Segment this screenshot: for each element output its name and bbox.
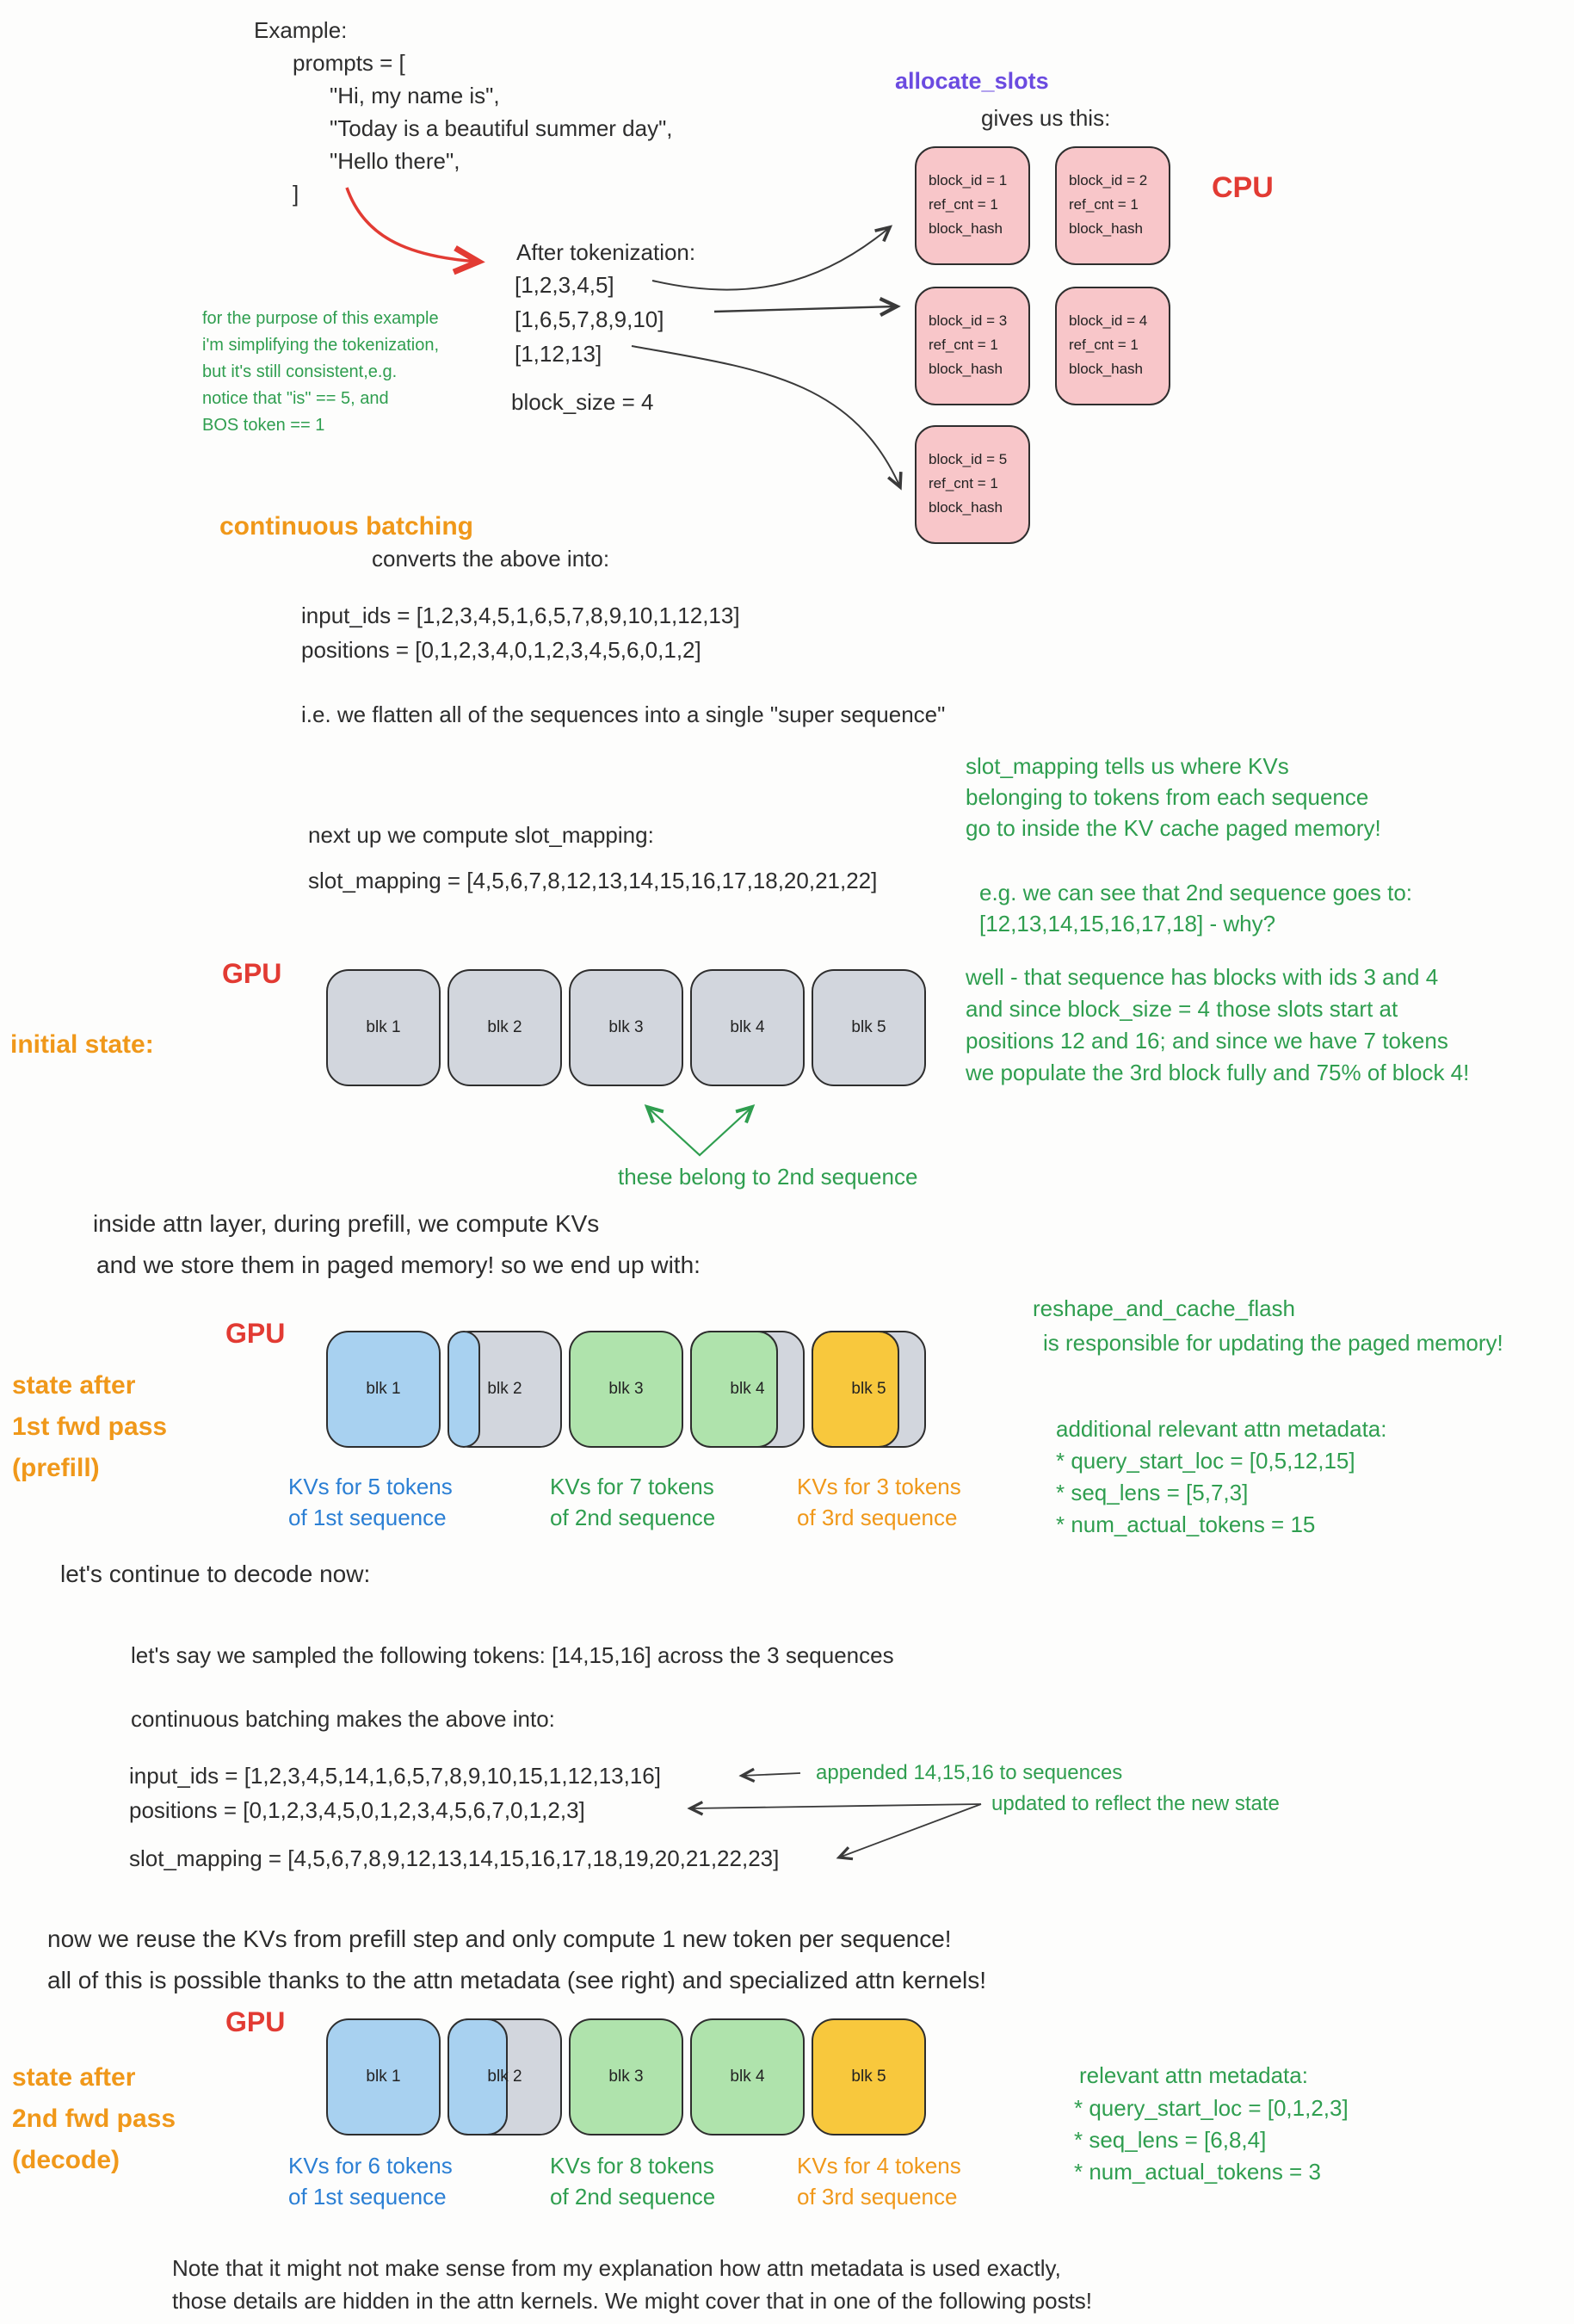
slot-mapping-value: slot_mapping = [4,5,6,7,8,12,13,14,15,16,17,18,20,21,22] (308, 868, 878, 893)
cpu-block-4 (1055, 287, 1170, 405)
gpu-row-prefill (326, 1331, 926, 1448)
prompt-1: "Hi, my name is", (330, 83, 500, 108)
input-ids-prefill: input_ids = [1,2,3,4,5,1,6,5,7,8,9,10,1,12,13] (301, 603, 740, 628)
cpu-block-id: block_id = 3 (929, 312, 1008, 329)
why-line-1: well - that sequence has blocks with ids 3 and 4 (966, 964, 1439, 990)
arrow-v-2nd-sequence (647, 1107, 752, 1155)
prefill-legend-1b: of 1st sequence (288, 1505, 447, 1530)
positions-prefill: positions = [0,1,2,3,4,0,1,2,3,4,5,6,0,1,2] (301, 637, 701, 663)
sampled-tokens: let's say we sampled the following tokens: [14,15,16] across the 3 sequences (131, 1642, 894, 1668)
cpu-block-hash: block_hash (929, 361, 1003, 377)
side-note-line: for the purpose of this example (202, 309, 439, 328)
slot-mapping-tells-1: slot_mapping tells us where KVs (966, 753, 1289, 779)
cpu-block-id: block_id = 2 (1069, 172, 1148, 189)
callout-2nd-sequence: these belong to 2nd sequence (618, 1164, 918, 1190)
prefill-label-2: 1st fwd pass (12, 1412, 168, 1441)
gpu-block-4: blk 4 (690, 2018, 805, 2135)
gpu-block-3: blk 3 (569, 2018, 683, 2135)
reshape-fn: reshape_and_cache_flash (1033, 1295, 1296, 1321)
initial-state-label: initial state: (10, 1030, 154, 1059)
slot-mapping-decode: slot_mapping = [4,5,6,7,8,9,12,13,14,15,16,17,18,19,20,21,22,23] (129, 1845, 780, 1871)
gpu-block-5: blk 5 (812, 969, 926, 1086)
prefill-label-1: state after (12, 1371, 136, 1400)
gpu-block-3: blk 3 (569, 969, 683, 1086)
arrow-prompts-to-tokens (347, 188, 478, 262)
prefill-meta-1: * query_start_loc = [0,5,12,15] (1056, 1448, 1355, 1474)
gpu-block-5: blk 5 (812, 1331, 926, 1448)
cpu-block-1 (915, 146, 1030, 265)
side-note-line: notice that "is" == 5, and (202, 389, 389, 408)
slot-mapping-tells-2: belonging to tokens from each sequence (966, 784, 1369, 810)
decode-title: let's continue to decode now: (60, 1561, 371, 1587)
cpu-block-refcnt: ref_cnt = 1 (1069, 196, 1139, 213)
gives-us-this: gives us this: (981, 105, 1111, 131)
token-seq-1: [1,2,3,4,5] (515, 272, 614, 298)
reuse-line-1: now we reuse the KVs from prefill step and only compute 1 new token per sequence! (47, 1925, 952, 1952)
gpu-block-5: blk 5 (812, 2018, 926, 2135)
prefill-legend-2b: of 2nd sequence (550, 1505, 716, 1530)
cpu-block-refcnt: ref_cnt = 1 (929, 475, 998, 491)
side-note-line: i'm simplifying the tokenization, (202, 336, 440, 355)
gpu-block-4: blk 4 (690, 1331, 805, 1448)
token-seq-2: [1,6,5,7,8,9,10] (515, 306, 664, 332)
example-title: Example: (254, 17, 348, 43)
decode-meta-2: * seq_lens = [6,8,4] (1074, 2127, 1267, 2153)
gpu-block-4: blk 4 (690, 969, 805, 1086)
allocate-slots-label: allocate_slots (895, 68, 1049, 94)
side-note-line: but it's still consistent,e.g. (202, 362, 398, 381)
cpu-block-id: block_id = 4 (1069, 312, 1148, 329)
prefill-intro-1: inside attn layer, during prefill, we compute KVs (93, 1210, 600, 1237)
gpu-label-initial: GPU (222, 958, 282, 989)
cpu-block-hash: block_hash (1069, 220, 1144, 237)
side-note-line: BOS token == 1 (202, 416, 325, 435)
prompts-close: ] (293, 181, 299, 207)
decode-legend-1b: of 1st sequence (288, 2184, 447, 2210)
prefill-intro-2: and we store them in paged memory! so we end up with: (96, 1252, 701, 1278)
cpu-block-5 (915, 425, 1030, 544)
gpu-label-prefill: GPU (225, 1318, 286, 1349)
gpu-block-1: blk 1 (326, 969, 441, 1086)
decode-legend-1a: KVs for 6 tokens (288, 2153, 453, 2179)
gpu-block-2: blk 2 (448, 1331, 562, 1448)
gpu-block-1: blk 1 (326, 1331, 441, 1448)
prefill-legend-3b: of 3rd sequence (797, 1505, 958, 1530)
prefill-legend-2a: KVs for 7 tokens (550, 1474, 714, 1499)
prefill-meta-title: additional relevant attn metadata: (1056, 1416, 1387, 1442)
annotation-appended: appended 14,15,16 to sequences (816, 1761, 1123, 1784)
gpu-row-decode (326, 2018, 926, 2135)
decode-legend-2b: of 2nd sequence (550, 2184, 716, 2210)
gpu-block-2: blk 2 (448, 969, 562, 1086)
why-line-3: positions 12 and 16; and since we have 7 tokens (966, 1028, 1448, 1054)
cpu-block-hash: block_hash (929, 499, 1003, 516)
flatten-note: i.e. we flatten all of the sequences into a single "super sequence" (301, 702, 946, 727)
block-size: block_size = 4 (511, 389, 654, 415)
slot-mapping-eg-1: e.g. we can see that 2nd sequence goes to: (979, 880, 1413, 905)
tokenization-title: After tokenization: (516, 239, 696, 265)
prefill-legend-1a: KVs for 5 tokens (288, 1474, 453, 1499)
positions-decode: positions = [0,1,2,3,4,5,0,1,2,3,4,5,6,7,0,1,2,3] (129, 1797, 585, 1823)
converts-caption: converts the above into: (372, 546, 610, 572)
why-line-2: and since block_size = 4 those slots start at (966, 996, 1398, 1022)
footnote-1: Note that it might not make sense from my explanation how attn metadata is used exactly, (172, 2255, 1061, 2281)
input-ids-decode: input_ids = [1,2,3,4,5,14,1,6,5,7,8,9,10,15,1,12,13,16] (129, 1763, 661, 1789)
annotation-updated: updated to reflect the new state (991, 1792, 1280, 1815)
prefill-meta-2: * seq_lens = [5,7,3] (1056, 1480, 1249, 1505)
cpu-block-hash: block_hash (929, 220, 1003, 237)
gpu-row-initial (326, 969, 926, 1086)
token-seq-3: [1,12,13] (515, 341, 602, 367)
prefill-meta-3: * num_actual_tokens = 15 (1056, 1511, 1316, 1537)
arrow-seq2-to-block3 (714, 306, 897, 312)
decode-legend-3b: of 3rd sequence (797, 2184, 958, 2210)
decode-batching-caption: continuous batching makes the above into: (131, 1706, 555, 1732)
decode-legend-2a: KVs for 8 tokens (550, 2153, 714, 2179)
prompt-2: "Today is a beautiful summer day", (330, 115, 673, 141)
prefill-label-3: (prefill) (12, 1454, 100, 1482)
cpu-block-id: block_id = 5 (929, 451, 1008, 467)
cpu-block-2 (1055, 146, 1170, 265)
arrow-appended (742, 1773, 800, 1776)
gpu-label-decode: GPU (225, 2006, 286, 2037)
cpu-block-id: block_id = 1 (929, 172, 1008, 189)
continuous-batching-title: continuous batching (219, 512, 473, 541)
gpu-block-2: blk 2 (448, 2018, 562, 2135)
arrow-seq3-to-block5 (632, 346, 900, 487)
slot-mapping-tells-3: go to inside the KV cache paged memory! (966, 815, 1381, 841)
cpu-block-hash: block_hash (1069, 361, 1144, 377)
kv-fill-blue (448, 1331, 480, 1448)
footnote-2: those details are hidden in the attn kernels. We might cover that in one of the following posts! (172, 2288, 1093, 2314)
cpu-block-refcnt: ref_cnt = 1 (929, 337, 998, 353)
cpu-block-refcnt: ref_cnt = 1 (929, 196, 998, 213)
gpu-block-3: blk 3 (569, 1331, 683, 1448)
gpu-block-1: blk 1 (326, 2018, 441, 2135)
cpu-block-refcnt: ref_cnt = 1 (1069, 337, 1139, 353)
decode-legend-3a: KVs for 4 tokens (797, 2153, 961, 2179)
prefill-legend-3a: KVs for 3 tokens (797, 1474, 961, 1499)
reshape-desc: is responsible for updating the paged memory! (1043, 1330, 1503, 1356)
arrow-updated-positions (690, 1804, 981, 1808)
decode-label-3: (decode) (12, 2146, 120, 2174)
decode-label-2: 2nd fwd pass (12, 2105, 176, 2133)
decode-meta-1: * query_start_loc = [0,1,2,3] (1074, 2095, 1349, 2121)
decode-label-1: state after (12, 2063, 136, 2092)
cpu-block-3 (915, 287, 1030, 405)
arrow-updated-slotmap (839, 1804, 981, 1857)
prompts-open: prompts = [ (293, 50, 405, 76)
cpu-label: CPU (1212, 171, 1274, 204)
decode-meta-3: * num_actual_tokens = 3 (1074, 2159, 1321, 2185)
why-line-4: we populate the 3rd block fully and 75% of block 4! (966, 1060, 1470, 1085)
slot-mapping-eg-2: [12,13,14,15,16,17,18] - why? (979, 911, 1276, 936)
decode-meta-title: relevant attn metadata: (1079, 2062, 1308, 2088)
slot-mapping-intro: next up we compute slot_mapping: (308, 822, 654, 848)
reuse-line-2: all of this is possible thanks to the attn metadata (see right) and specialized attn kernels! (47, 1967, 987, 1993)
prompt-3: "Hello there", (330, 148, 460, 174)
